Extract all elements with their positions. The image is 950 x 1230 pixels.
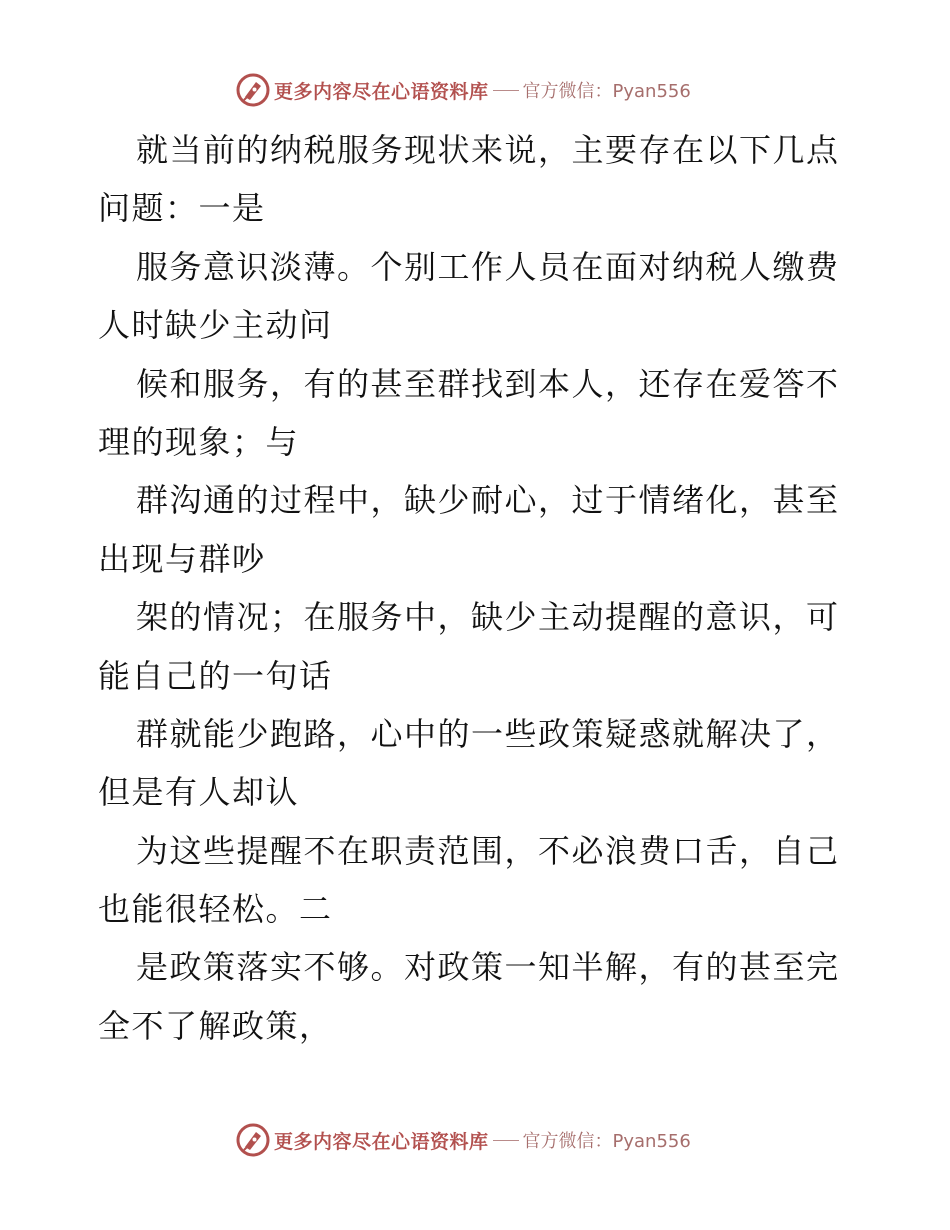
text-line: 候和服务，有的甚至群找到本人，还存在爱答不 bbox=[136, 364, 840, 403]
text-line: 理的现象；与 bbox=[98, 422, 300, 461]
text-line: 问题：一是 bbox=[98, 189, 266, 228]
text-line: 全不了解政策， bbox=[98, 1006, 333, 1045]
text-line: 但是有人却认 bbox=[98, 773, 300, 812]
text-line: 架的情况；在服务中，缺少主动提醒的意识，可 bbox=[136, 598, 840, 637]
pen-nib-seal-icon bbox=[236, 1123, 270, 1157]
banner-wechat: 官方微信：Pyan556 bbox=[522, 1131, 691, 1152]
text-line: 为这些提醒不在职责范围，不必浪费口舌，自己 bbox=[136, 831, 840, 870]
text-line: 群沟通的过程中，缺少耐心，过于情绪化，甚至 bbox=[136, 481, 840, 520]
text-line: 是政策落实不够。对政策一知半解，有的甚至完 bbox=[136, 948, 840, 987]
text-line: 人时缺少主动问 bbox=[98, 306, 333, 345]
document-body bbox=[98, 121, 858, 1055]
text-line: 服务意识淡薄。个别工作人员在面对纳税人缴费 bbox=[136, 247, 840, 286]
text-line: 出现与群吵 bbox=[98, 539, 266, 578]
footer-banner bbox=[236, 1120, 691, 1160]
text-line: 群就能少跑路，心中的一些政策疑惑就解决了， bbox=[136, 714, 840, 753]
text-line: 能自己的一句话 bbox=[98, 656, 333, 695]
banner-divider bbox=[493, 1140, 519, 1141]
pen-nib-seal-icon bbox=[236, 73, 270, 107]
text-line: 也能很轻松。二 bbox=[98, 890, 333, 929]
banner-wechat: 官方微信：Pyan556 bbox=[522, 81, 691, 102]
text-line: 就当前的纳税服务现状来说，主要存在以下几点 bbox=[136, 131, 840, 169]
header-banner bbox=[236, 70, 691, 110]
banner-title: 更多内容尽在心语资料库 bbox=[274, 80, 489, 103]
banner-title: 更多内容尽在心语资料库 bbox=[274, 1130, 489, 1153]
banner-divider bbox=[493, 90, 519, 91]
